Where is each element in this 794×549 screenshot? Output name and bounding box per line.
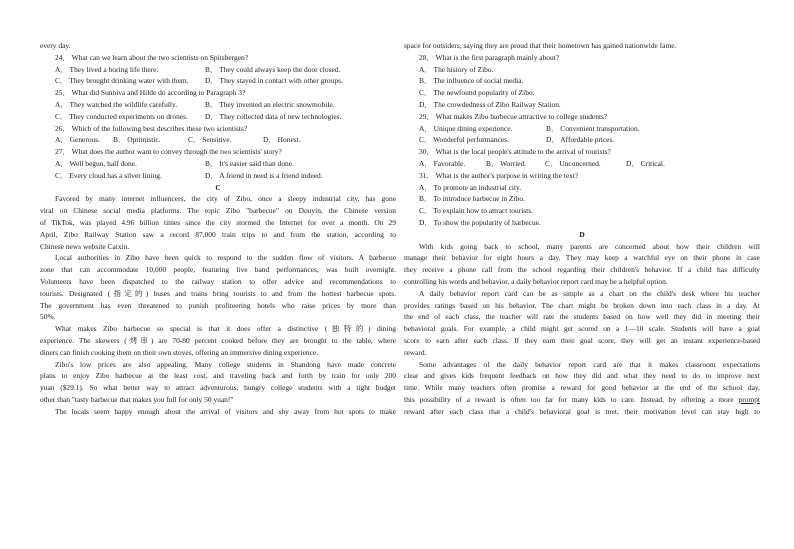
- option-c: C． They conducted experiments on drones.: [55, 111, 188, 121]
- text-line: Local authorities in Zibo have been quick to respond to the sudden flow of visitors. A barbecue: [55, 253, 396, 263]
- text-line: With kids going back to school, many parents are concerned about how their children will: [419, 241, 760, 251]
- option-c: C． They brought drinking water with them.: [55, 76, 189, 86]
- option-a: A． To promote an industrial city.: [419, 182, 522, 192]
- text-line: experience. The skewers (烤串) are 70-80 percent cooked before they are brought to the table, where: [40, 335, 396, 345]
- option-b: B． It's easier said than done.: [205, 158, 294, 168]
- question-30-options: [404, 158, 760, 170]
- question-27-options-ab: [40, 158, 396, 170]
- option-d: D． To show the popularity of barbecue.: [419, 217, 541, 227]
- option-c: C． Sensitive.: [188, 135, 232, 145]
- text-line: the end of each class, the teacher will rate the students based on how well they did in meeting their: [404, 312, 760, 322]
- option-b: B． They could always keep the door closed.: [205, 64, 341, 74]
- passage-d-paragraph-3: [404, 359, 760, 418]
- question-27-options-cd: [40, 170, 396, 182]
- text-line: 50%.: [40, 312, 56, 322]
- question-25: 25． What did Sunniva and Hilde do according to Paragraph 3?: [55, 88, 246, 98]
- option-a: A． They lived a boring life there.: [55, 64, 159, 74]
- passage-c-paragraph-5: [40, 406, 396, 418]
- option-c: C． To explain how to attract tourists.: [419, 206, 533, 216]
- option-d: D． They stayed in contact with other groups.: [205, 76, 343, 86]
- text-line: they receive a phone call from the school regarding their children's behavior. If a child has difficulty: [404, 265, 760, 275]
- option-d: D． Affordable prices.: [546, 135, 615, 145]
- section-heading-d: D: [579, 229, 585, 239]
- question-26: 26． Which of the following best describes these two scientists?: [55, 123, 248, 133]
- text-line: manage their behavior for eight hours a day. They may keep a watchful eye on their phone in case: [404, 253, 760, 263]
- option-b: B． They invented an electric snowmobile.: [205, 99, 335, 109]
- underlined-word: prompt: [738, 394, 760, 404]
- option-b: B． Worried.: [486, 158, 527, 168]
- option-c: C． Unconcerned.: [545, 158, 601, 168]
- question-25-options-ab: [40, 99, 396, 111]
- option-a: A． The history of Zibo.: [419, 64, 494, 74]
- text-line: yuan ($29.1). So what better way to attract adventurous, hungry college students with a tight budget: [40, 383, 396, 393]
- option-a: A． They watched the wildlife carefully.: [55, 99, 178, 109]
- option-c: C． Every cloud has a silver lining.: [55, 170, 162, 180]
- option-d: D． They collected data of new technologies.: [205, 111, 342, 121]
- text-line: plans to enjoy Zibo barbecue at the least cost, and traveling back and forth by train for only 200: [40, 371, 396, 381]
- question-24-options-cd: [40, 75, 396, 87]
- question-29-options-cd: [404, 134, 760, 146]
- question-30: 30． What is the local people's attitude to the arrival of tourists?: [419, 147, 611, 157]
- passage-d-paragraph-1: [404, 241, 760, 288]
- text-line: A daily behavior report card can be as simple as a chart on the child's desk where his teacher: [419, 288, 760, 298]
- text-line: Chinese news website Caixin.: [40, 241, 130, 251]
- question-29: 29． What makes Zibo barbecue attractive to college students?: [419, 111, 608, 121]
- text-line: time. While many teachers often promise a reward for good behavior at the end of the school day,: [404, 383, 760, 393]
- text-line: clear and gives kids frequent feedback on how they did and what they need to do to improve next: [404, 371, 760, 381]
- text-line: The government has even threatened to punish profiteering hotels who raise prices by more than: [40, 300, 396, 310]
- option-a: A． Favorable.: [419, 158, 466, 168]
- question-24-options-ab: [40, 64, 396, 76]
- question-25-options-cd: [40, 111, 396, 123]
- text-line: Volunteers have been dispatched to the railway station to offer advice and recommendations to: [40, 276, 396, 286]
- passage-c-paragraph-3: [40, 323, 396, 358]
- text-line: April, Zibo Railway Station saw a record 87,000 train trips to and from the station, according to: [40, 229, 396, 239]
- text-line: The locals seem happy enough about the arrival of visitors and shy away from hot spots to make: [55, 406, 396, 416]
- text-line: other than "tasty barbecue that makes you full for only 50 yuan!": [40, 394, 234, 404]
- question-31: 31． What is the author's purpose in writing the text?: [419, 170, 579, 180]
- option-d: D． The crowdedness of Zibo Railway Station.: [419, 99, 561, 109]
- question-27: 27． What does the author want to convey through the two scientists' story?: [55, 147, 282, 157]
- question-29-options-ab: [404, 123, 760, 135]
- option-a: A． Well begun, half done.: [55, 158, 137, 168]
- option-d: D． Critical.: [626, 158, 665, 168]
- text-line: provides ratings based on his behavior. The chart might be broken down into each class in a day. At: [404, 300, 760, 310]
- option-a: A． Unique dining experience.: [419, 123, 513, 133]
- text-line: of TikTok, was played 4.96 billion times since the city stormed the Internet for over a month. On 29: [40, 217, 396, 227]
- option-b: B． Optimistic.: [113, 135, 161, 145]
- text-line: zone that can accommodate 10,000 people, featuring live band performances, was built overnight.: [40, 265, 396, 275]
- text-line: score to earn after each class. If they earn their goal score, they will get an instant experience-based: [404, 335, 760, 345]
- text-line: [404, 394, 760, 406]
- text-line: diners can finish cooking them on their own stoves, offering an immersive dining experience.: [40, 347, 319, 357]
- text-line: Zibo's low prices are also appealing. Many college students in Shandong have made concrete: [55, 359, 396, 369]
- section-heading-c: C: [215, 182, 221, 192]
- option-d: D． Honest.: [263, 135, 301, 145]
- left-column: [40, 40, 396, 418]
- question-24: 24． What can we learn about the two scientists on Spitsbergen?: [55, 52, 249, 62]
- passage-c-paragraph-4: [40, 359, 396, 406]
- passage-c-paragraph-1: [40, 193, 396, 252]
- text-line: reward after each class that a child's behavioral goal is met, their motivation level can stay high to: [404, 406, 760, 416]
- text-line: Some advantages of the daily behavior report card are that it makes classroom expectations: [419, 359, 760, 369]
- option-a: A． Generous.: [55, 135, 101, 145]
- option-c: C． Wonderful performances.: [419, 135, 509, 145]
- continued-line: every day.: [40, 41, 71, 50]
- option-b: B． The influence of social media.: [419, 76, 524, 86]
- continued-line: space for outsiders, saying they are proud that their hometown has gained nationwide fame.: [404, 41, 677, 50]
- right-column: [404, 40, 760, 418]
- option-c: C． The newfound popularity of Zibo.: [419, 88, 535, 98]
- text-line: reward.: [404, 347, 427, 357]
- text-fragment: this possibility of a reward is often too far for many kids to care. Instead, by offering a more: [404, 394, 739, 404]
- text-line: What makes Zibo barbecue so special is that it does offer a distinctive (独特的) dining: [55, 324, 396, 334]
- option-d: D． A friend in need is a friend indeed.: [205, 170, 323, 180]
- passage-c-paragraph-2: [40, 252, 396, 323]
- text-line: Favored by many internet influencers, the city of Zibo, once a sleepy industrial city, has gone: [55, 194, 396, 204]
- passage-d-paragraph-2: [404, 288, 760, 359]
- text-line: viral on Chinese social media platforms. The topic Zibo "barbecue" on Douyin, the Chinese version: [40, 206, 396, 216]
- question-28: 28． What is the first paragraph mainly about?: [419, 52, 560, 62]
- option-b: B． To introduce barbecue in Zibo.: [419, 194, 525, 204]
- text-line: controlling his words and behavior, a daily behavior report card may be a helpful option.: [404, 276, 668, 286]
- question-26-options: [40, 134, 396, 146]
- text-line: behavioral goals. For example, a child might get scored on a 1—10 scale. Students will have a goal: [404, 324, 760, 334]
- text-line: tourists. Designated (指定的) buses and trains bring tourists to and from the hottest barbecue spots.: [40, 288, 396, 298]
- option-b: B． Convenient transportation.: [546, 123, 640, 133]
